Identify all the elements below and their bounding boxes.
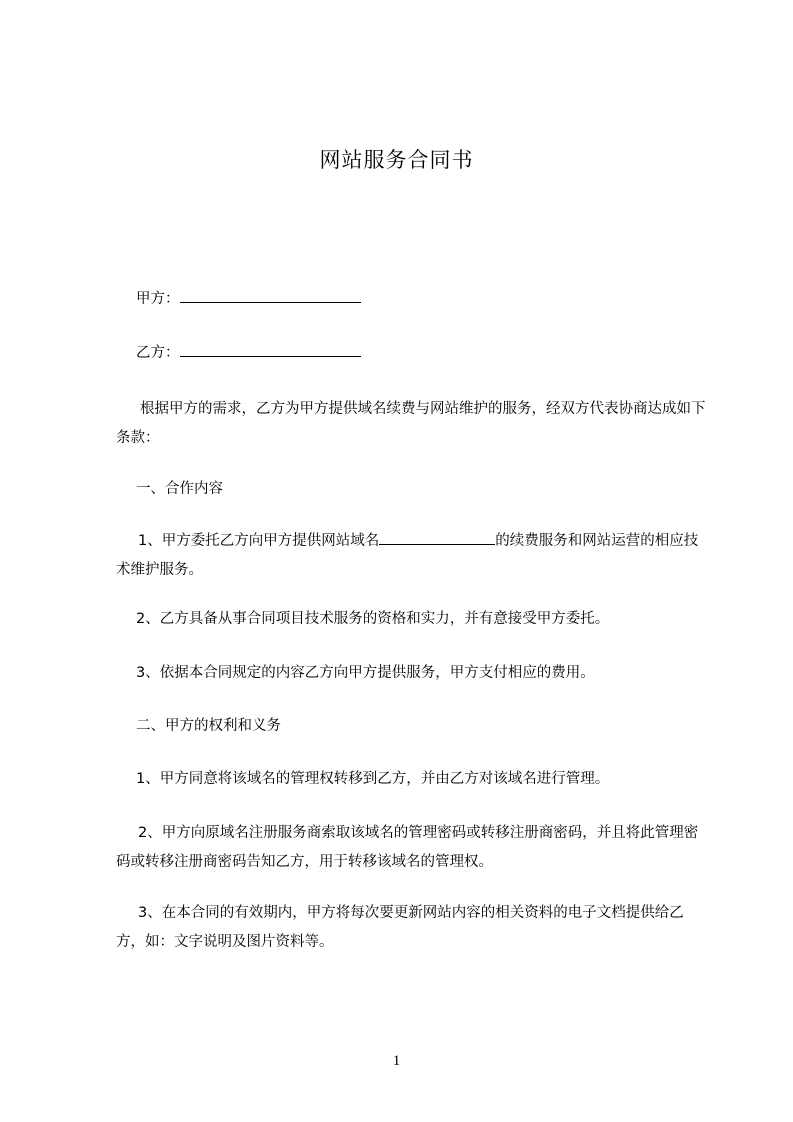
- party-a-blank: [180, 288, 361, 303]
- domain-blank: [379, 530, 495, 545]
- party-a-label: 甲方：: [136, 291, 180, 307]
- section1-item1: [116, 527, 706, 585]
- section1-item1-before: 1、甲方委托乙方向甲方提供网站域名: [138, 533, 380, 549]
- party-a-line: [136, 285, 721, 314]
- section2-item1: 1、甲方同意将该域名的管理权转移到乙方，并由乙方对该域名进行管理。: [136, 771, 610, 787]
- section2-heading: 二、甲方的权利和义务: [136, 718, 281, 734]
- intro-paragraph: 根据甲方的需求，乙方为甲方提供域名续费与网站维护的服务，经双方代表协商达成如下条款：: [116, 401, 706, 446]
- section2-item2: 2、甲方向原域名注册服务商索取该域名的管理密码或转移注册商密码，并且将此管理密码或转移注册商密码告知乙方，用于转移该域名的管理权。: [116, 825, 699, 870]
- party-b-blank: [180, 342, 361, 357]
- document-title: 网站服务合同书: [319, 148, 474, 172]
- section1-item2: 2、乙方具备从事合同项目技术服务的资格和实力，并有意接受甲方委托。: [136, 611, 610, 627]
- section1-item1-after: 的续费服务和网站运营的相应技术维护服务。: [116, 533, 699, 578]
- page-number: 1: [392, 1053, 401, 1069]
- section1-heading: 一、合作内容: [136, 481, 223, 497]
- section1-item3: 3、依据本合同规定的内容乙方向甲方提供服务，甲方支付相应的费用。: [136, 665, 595, 681]
- party-b-label: 乙方：: [136, 345, 180, 361]
- party-b-line: [136, 339, 721, 368]
- section2-item3: 3、在本合同的有效期内，甲方将每次要更新网站内容的相关资料的电子文档提供给乙方，如：文字说明及图片资料等。: [116, 905, 684, 950]
